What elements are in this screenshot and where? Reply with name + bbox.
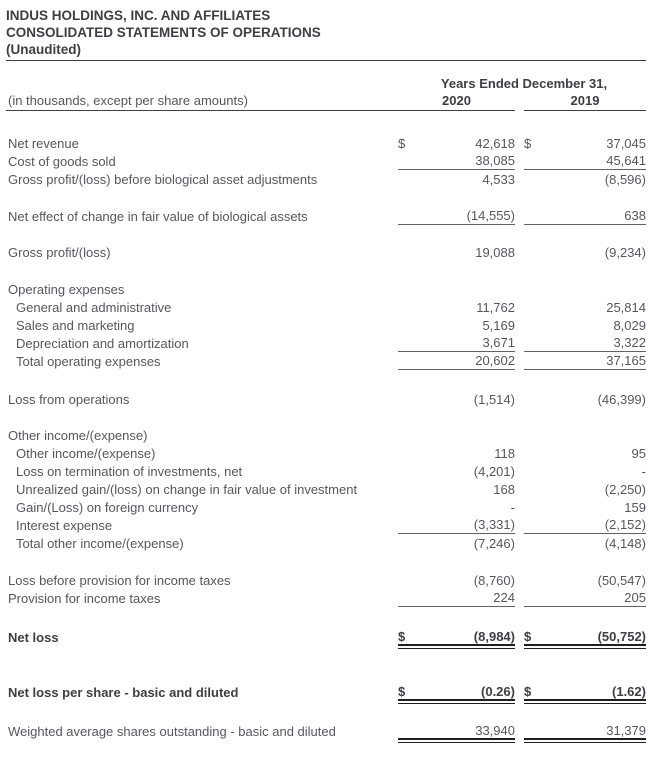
value-2020: 19,088 — [475, 244, 515, 260]
dollar-sign-2020: $ — [398, 135, 406, 151]
value-cell-2019 — [524, 628, 646, 646]
value-2019: (50,752) — [597, 628, 646, 644]
row-label: Total other income/(expense) — [16, 535, 184, 551]
row-spacer — [6, 370, 646, 390]
table-row — [6, 683, 646, 701]
value-cell-2019 — [524, 316, 646, 334]
value-2019: 37,165 — [606, 353, 646, 368]
column-header-row — [6, 93, 646, 111]
table-row — [6, 571, 646, 589]
value-cell-2019 — [524, 444, 646, 462]
row-label: Gross profit/(loss) before biological asset adjustments — [8, 171, 318, 187]
value-2019: (4,148) — [604, 535, 646, 551]
value-cell-2020 — [398, 516, 515, 534]
value-cell-2019 — [524, 243, 646, 261]
row-label: Total operating expenses — [16, 353, 161, 369]
value-cell-2020 — [398, 207, 515, 225]
table-row — [6, 628, 646, 646]
period-header-row — [6, 76, 648, 93]
column-header-2020: 2020 — [398, 93, 515, 111]
value-2019: 95 — [631, 445, 646, 461]
statement-rows — [6, 134, 646, 740]
value-2019: (9,234) — [604, 244, 646, 260]
row-spacer — [6, 261, 646, 280]
value-2020: 42,618 — [475, 135, 515, 151]
row-spacer — [6, 408, 646, 426]
table-row — [6, 316, 646, 334]
value-2019: - — [641, 463, 646, 479]
value-2019: (2,250) — [604, 481, 646, 497]
table-row — [6, 444, 646, 462]
value-cell-2020 — [398, 316, 515, 334]
row-label: Net loss per share - basic and diluted — [8, 684, 239, 700]
row-label: Depreciation and amortization — [16, 335, 189, 351]
value-2020: (8,984) — [473, 628, 515, 644]
column-header-2019: 2019 — [524, 93, 646, 111]
value-2019: 8,029 — [613, 317, 646, 333]
row-label: Net loss — [8, 629, 59, 645]
row-label: Gain/(Loss) on foreign currency — [16, 499, 199, 515]
table-row — [6, 498, 646, 516]
value-2019: 37,045 — [606, 135, 646, 151]
value-cell-2020 — [398, 243, 515, 261]
value-cell-2020 — [398, 534, 515, 552]
value-2020: 11,762 — [476, 299, 515, 315]
dollar-sign-2019: $ — [524, 683, 532, 699]
value-2020: 33,940 — [475, 722, 515, 738]
value-cell-2019 — [524, 571, 646, 589]
row-spacer — [6, 552, 646, 571]
value-2020: 168 — [493, 481, 515, 497]
value-2019: (2,152) — [604, 517, 646, 532]
value-cell-2020 — [398, 134, 515, 152]
period-header: Years Ended December 31, — [440, 76, 608, 91]
row-spacer — [6, 225, 646, 243]
row-label: Operating expenses — [8, 281, 125, 297]
table-row — [6, 534, 646, 552]
value-cell-2020 — [398, 683, 515, 701]
row-label: Cost of goods sold — [8, 153, 116, 169]
value-cell-2020 — [398, 390, 515, 408]
period-header-spacer — [6, 76, 400, 93]
table-row — [6, 352, 646, 370]
value-cell-2019 — [524, 498, 646, 516]
table-row — [6, 152, 646, 170]
value-cell-2019 — [524, 683, 646, 701]
table-row — [6, 334, 646, 352]
value-2020: 20,602 — [475, 353, 515, 368]
value-cell-2019 — [524, 152, 646, 170]
table-row — [6, 426, 646, 444]
value-2019: 31,379 — [606, 722, 646, 738]
row-spacer — [6, 646, 646, 683]
table-row — [6, 134, 646, 152]
value-2019: 45,641 — [606, 153, 646, 168]
value-cell-2020 — [398, 152, 515, 170]
table-row — [6, 516, 646, 534]
table-caption: (in thousands, except per share amounts) — [6, 93, 398, 111]
value-cell-2019 — [524, 207, 646, 225]
value-2020: (8,760) — [473, 572, 515, 588]
row-label: Other income/(expense) — [8, 427, 148, 443]
value-cell-2019 — [524, 134, 646, 152]
value-cell-2020 — [398, 334, 515, 352]
value-cell-2019 — [524, 462, 646, 480]
value-cell-2020 — [398, 170, 515, 188]
row-label: Net effect of change in fair value of biological assets — [8, 208, 308, 224]
value-2020: 3,671 — [482, 335, 515, 350]
value-2019: 205 — [624, 590, 646, 605]
table-row — [6, 480, 646, 498]
row-label: Weighted average shares outstanding - basic and diluted — [8, 723, 336, 739]
value-2019: 3,322 — [613, 335, 646, 350]
table-row — [6, 243, 646, 261]
value-cell-2019 — [524, 280, 646, 298]
row-label: Other income/(expense) — [16, 445, 156, 461]
table-row — [6, 170, 646, 188]
row-label: Loss on termination of investments, net — [16, 463, 243, 479]
value-2019: (46,399) — [597, 391, 646, 407]
row-label: Sales and marketing — [16, 317, 135, 333]
value-2020: - — [510, 499, 515, 515]
value-2019: 25,814 — [606, 299, 646, 315]
value-cell-2020 — [398, 722, 515, 740]
company-name: INDUS HOLDINGS, INC. AND AFFILIATES — [6, 8, 271, 23]
value-cell-2019 — [524, 390, 646, 408]
value-cell-2020 — [398, 462, 515, 480]
value-2020: (4,201) — [473, 463, 515, 479]
value-cell-2020 — [398, 628, 515, 646]
value-2020: (3,331) — [473, 517, 515, 532]
value-cell-2019 — [524, 298, 646, 316]
dollar-sign-2019: $ — [524, 135, 532, 151]
value-2019: (8,596) — [604, 171, 646, 187]
audit-status: (Unaudited) — [6, 42, 81, 57]
value-2020: (14,555) — [466, 208, 515, 223]
value-cell-2019 — [524, 170, 646, 188]
value-2020: (7,246) — [473, 535, 515, 551]
row-spacer — [6, 701, 646, 722]
value-cell-2019 — [524, 534, 646, 552]
row-label: Net revenue — [8, 135, 79, 151]
row-label: General and administrative — [16, 299, 172, 315]
statement-title: CONSOLIDATED STATEMENTS OF OPERATIONS — [6, 25, 321, 40]
table-row — [6, 589, 646, 607]
value-cell-2019 — [524, 334, 646, 352]
value-2020: 38,085 — [475, 153, 515, 168]
value-2019: 638 — [624, 208, 646, 223]
table-row — [6, 298, 646, 316]
report-header — [6, 7, 646, 61]
table-row — [6, 390, 646, 408]
row-spacer — [6, 188, 646, 207]
dollar-sign-2019: $ — [524, 628, 532, 644]
value-2019: 159 — [624, 499, 646, 515]
value-cell-2020 — [398, 589, 515, 607]
value-cell-2020 — [398, 352, 515, 370]
value-cell-2020 — [398, 298, 515, 316]
row-label: Provision for income taxes — [8, 590, 161, 606]
value-2019: (1.62) — [612, 683, 646, 699]
value-2020: 118 — [494, 445, 515, 461]
table-row — [6, 280, 646, 298]
value-cell-2020 — [398, 571, 515, 589]
value-cell-2019 — [524, 516, 646, 534]
value-cell-2019 — [524, 480, 646, 498]
table-row — [6, 722, 646, 740]
value-cell-2020 — [398, 498, 515, 516]
dollar-sign-2020: $ — [398, 683, 406, 699]
value-2020: 4,533 — [482, 171, 515, 187]
row-label: Interest expense — [16, 517, 113, 533]
dollar-sign-2020: $ — [398, 628, 406, 644]
value-2020: (0.26) — [481, 683, 515, 699]
value-cell-2019 — [524, 352, 646, 370]
value-cell-2020 — [398, 280, 515, 298]
value-2019: (50,547) — [597, 572, 646, 588]
row-label: Loss before provision for income taxes — [8, 572, 231, 588]
row-label: Loss from operations — [8, 391, 130, 407]
value-cell-2019 — [524, 589, 646, 607]
table-row — [6, 462, 646, 480]
value-2020: 5,169 — [482, 317, 515, 333]
value-cell-2019 — [524, 426, 646, 444]
value-cell-2020 — [398, 480, 515, 498]
row-spacer — [6, 607, 646, 628]
value-cell-2020 — [398, 444, 515, 462]
value-cell-2019 — [524, 722, 646, 740]
value-cell-2020 — [398, 426, 515, 444]
value-2020: (1,514) — [473, 391, 515, 407]
value-2020: 224 — [493, 590, 515, 605]
row-label: Gross profit/(loss) — [8, 244, 111, 260]
table-row — [6, 207, 646, 225]
row-label: Unrealized gain/(loss) on change in fair value of investment — [16, 481, 358, 497]
